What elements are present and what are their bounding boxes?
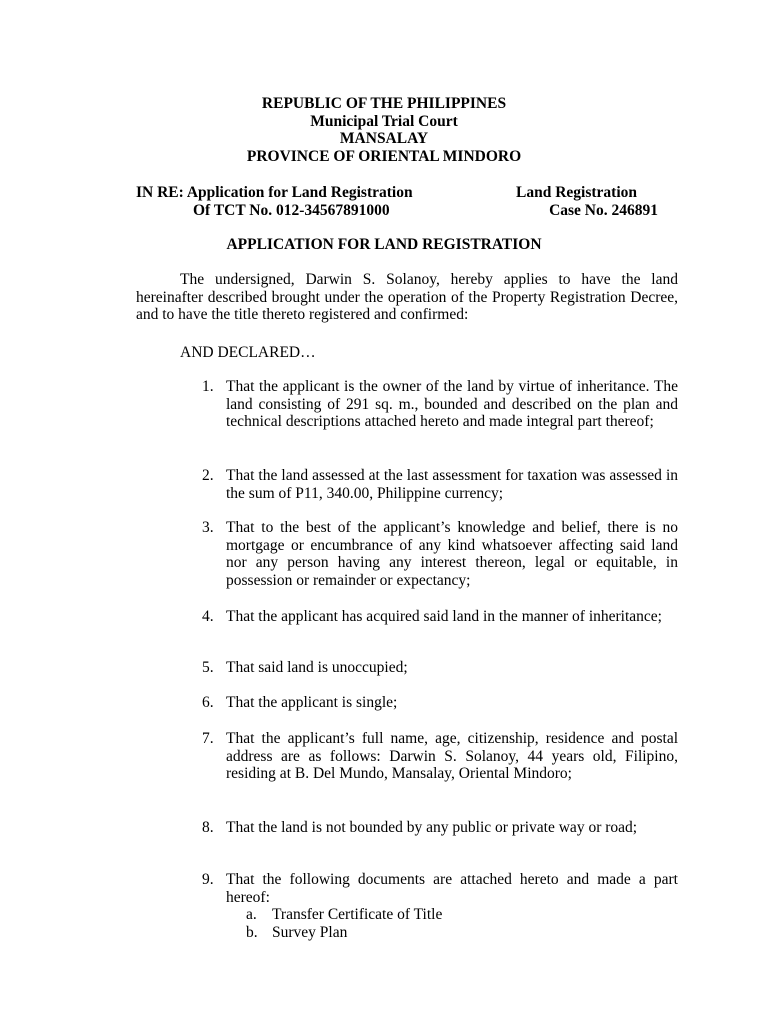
list-item: [202, 694, 678, 712]
attachment-letter: a.: [246, 906, 257, 923]
list-item-number: 9.: [202, 871, 214, 888]
list-item-text: That said land is unoccupied;: [226, 659, 408, 676]
list-item-text: That the land is not bounded by any public or private way or road;: [226, 819, 638, 836]
list-item-text: That to the best of the applicant’s knowledge and belief, there is no mortgage or encumbrance of any kind whatsoever affecting said land nor any person having any interest thereon, legal or equitable, in possession or remainder or expectancy;: [226, 519, 678, 589]
caption-case-number: [516, 184, 658, 219]
attachment-text: Survey Plan: [272, 924, 348, 941]
declared-heading: AND DECLARED…: [180, 344, 316, 361]
list-item-text: That the following documents are attached hereto and made a part hereof:: [226, 871, 678, 906]
header-republic: REPUBLIC OF THE PHILIPPINES: [261, 95, 507, 112]
caption-in-re: [136, 184, 466, 219]
intro-paragraph: The undersigned, Darwin S. Solanoy, hereby applies to have the land hereinafter described brought under the operation of the Property Registration Decree, and to have the title thereto registered and confirmed:: [136, 271, 678, 324]
list-item: [202, 378, 678, 431]
attachment-text: Transfer Certificate of Title: [272, 906, 443, 923]
list-item: [202, 467, 678, 502]
caption-in-re-line2: Of TCT No. 012-34567891000: [193, 201, 390, 219]
list-item: [202, 519, 678, 589]
list-item-number: 6.: [202, 694, 214, 711]
list-item: [202, 608, 678, 626]
attachment-item: [246, 924, 646, 942]
list-item-text: That the applicant is single;: [226, 694, 398, 711]
list-item-number: 1.: [202, 378, 214, 395]
list-item-number: 7.: [202, 730, 214, 747]
attachment-letter: b.: [246, 924, 258, 941]
header-court: Municipal Trial Court: [310, 112, 458, 130]
list-item-text: That the applicant’s full name, age, citizenship, residence and postal address are as follows: Darwin S. Solanoy, 44 years old, Filipino, residing at B. Del Mundo, Mansalay, Oriental Mindoro;: [226, 730, 678, 783]
list-item-number: 8.: [202, 819, 214, 836]
list-item-number: 3.: [202, 519, 214, 536]
document-title: APPLICATION FOR LAND REGISTRATION: [226, 236, 542, 253]
list-item-text: That the applicant is the owner of the land by virtue of inheritance. The land consisting of 291 sq. m., bounded and described on the plan and technical descriptions attached hereto and made integral part thereof;: [226, 378, 678, 431]
attachment-item: [246, 906, 646, 924]
caption-case-line2: Case No. 246891: [549, 201, 658, 219]
header-municipality: MANSALAY: [339, 130, 429, 148]
list-item-number: 2.: [202, 467, 214, 484]
caption-case-line1: Land Registration: [516, 184, 637, 201]
caption-in-re-line1: IN RE: Application for Land Registration: [136, 184, 413, 201]
list-item-text: That the land assessed at the last assessment for taxation was assessed in the sum of P11, 340.00, Philippine currency;: [226, 467, 678, 502]
header-province: PROVINCE OF ORIENTAL MINDORO: [246, 147, 522, 165]
court-header: [0, 95, 768, 165]
list-item: [202, 730, 678, 783]
list-item: [202, 871, 678, 906]
list-item-text: That the applicant has acquired said land in the manner of inheritance;: [226, 608, 662, 625]
list-item-number: 5.: [202, 659, 214, 676]
list-item-number: 4.: [202, 608, 214, 625]
list-item: [202, 819, 678, 837]
list-item: [202, 659, 678, 677]
